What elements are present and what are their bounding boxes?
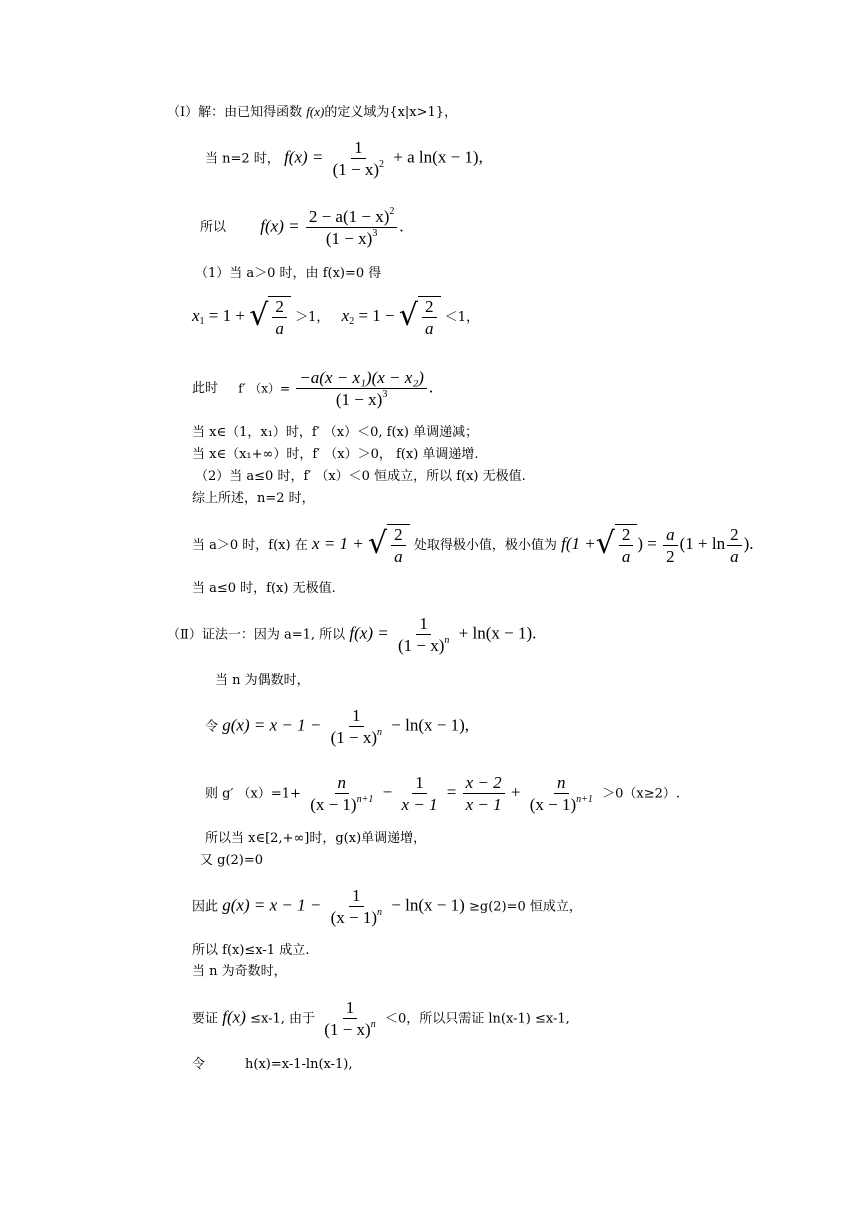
want-num: 1 <box>343 998 358 1019</box>
gp-frac1 <box>307 773 376 814</box>
fx-num: 1 <box>351 138 366 159</box>
gp-d1: (x − 1) <box>310 795 357 814</box>
want-den-exp: n <box>370 1019 376 1030</box>
x1-eq: = 1 + <box>208 305 245 325</box>
deriv-prefix: 所以 <box>200 220 227 236</box>
h-def: h(x)=x-1-ln(x-1), <box>245 1057 353 1072</box>
min-rad-den: a <box>394 547 403 566</box>
case2-line: （2）当 a≤0 时，f′ （x）＜0 恒成立，所以 f(x) 无极值. <box>195 469 526 484</box>
hence-prefix: 因此 <box>192 899 219 915</box>
x1-lhs: x <box>192 305 200 325</box>
min-f-sqrt: √ $\frac{2}{a}$ <box>596 524 638 566</box>
even-line: 当 n 为偶数时， <box>215 673 310 688</box>
so-line: 所以 f(x)≤x-1 成立. <box>192 943 310 958</box>
min-ln-num: 2 <box>727 525 742 546</box>
minimum-line <box>192 524 754 566</box>
gprime-line <box>205 773 680 814</box>
ci-den: (1 − x) <box>335 390 383 409</box>
x2-lhs: x <box>341 305 350 325</box>
min-a-den: 2 <box>666 546 675 566</box>
hence-den: (x − 1) <box>330 908 378 927</box>
incr-line: 所以当 x∈[2,+∞]时，g(x)单调递增， <box>205 831 427 846</box>
g-fraction <box>328 706 385 747</box>
gp-tail: ＞0（x≥2）. <box>602 786 681 802</box>
x1-after: ＞1， <box>295 309 330 325</box>
case1-line: （1）当 a＞0 时，由 f(x)=0 得 <box>195 266 382 281</box>
min-f-rad-num: 2 <box>619 525 634 546</box>
ci-fp: f′ （x）= <box>238 381 291 396</box>
fx-den: (1 − x) <box>332 160 380 179</box>
deriv-lhs: f(x) = <box>260 216 300 236</box>
want-prefix: 要证 <box>192 1011 219 1027</box>
gp-eq: = <box>446 782 457 802</box>
fx-fraction <box>330 138 387 179</box>
gp-d3: x − 1 <box>465 795 502 814</box>
n2-prefix: 当 n=2 时， <box>205 151 280 167</box>
g-den-exp: n <box>377 727 383 738</box>
part1-heading: （Ⅰ）解：由已知得函数 <box>167 105 303 120</box>
g2-line: 又 g(2)=0 <box>200 853 264 868</box>
x2-rad-den: a <box>425 319 434 338</box>
deriv-den: (1 − x) <box>325 229 373 248</box>
p2-f-tail: + ln(x − 1). <box>458 623 537 643</box>
gp-d1-exp: n+1 <box>356 794 374 805</box>
min-x: x = 1 + <box>311 533 364 553</box>
hence-rest: ≥g(2)=0 恒成立， <box>469 899 582 915</box>
hence-line <box>192 886 582 927</box>
h-prefix: 令 <box>192 1057 206 1072</box>
min-ln-fraction <box>727 525 742 566</box>
derivative-line <box>200 207 404 248</box>
h-def-line <box>192 1056 353 1074</box>
gp-d4: (x − 1) <box>529 795 577 814</box>
gp-plus: + <box>510 782 521 802</box>
roots-line <box>192 296 479 338</box>
min-ln: (1 + ln <box>679 533 726 553</box>
hence-lhs: g(x) = x − 1 − <box>222 895 322 915</box>
min-sqrt: √ $\frac{2}{a}$ <box>368 524 410 566</box>
fx-den-exp: 2 <box>379 159 385 170</box>
want-f: f(x) <box>222 1007 246 1027</box>
fx-equation-line <box>205 138 483 179</box>
want-den: (1 − x) <box>324 1020 371 1039</box>
p2-f-num: 1 <box>416 614 431 635</box>
gp-frac2 <box>398 773 440 814</box>
hence-den-exp: n <box>377 907 383 918</box>
min-mid: 处取得极小值，极小值为 <box>413 537 557 553</box>
x1-sub: 1 <box>199 315 205 327</box>
x2-after: ＜1， <box>444 309 480 325</box>
want-fraction <box>321 998 378 1039</box>
hence-fraction <box>328 886 385 927</box>
deriv-tail: . <box>399 216 404 236</box>
gp-frac3 <box>463 773 505 814</box>
min-a-num: a <box>663 525 678 546</box>
fprime-line <box>192 368 433 409</box>
x2-sub: 2 <box>349 315 355 327</box>
fx-tail: + a ln(x − 1), <box>393 147 483 167</box>
want-mid: ≤x-1, 由于 <box>250 1011 316 1027</box>
gp-n: n <box>335 773 350 794</box>
min-prefix: 当 a＞0 时，f(x) 在 <box>192 537 308 553</box>
gp-frac4 <box>527 773 596 814</box>
min-f-rad-den: a <box>621 547 631 566</box>
ci-tail: . <box>428 377 434 397</box>
mono2-line: 当 x∈（x₁+∞）时，f′ （x）＞0， f(x) 单调递增. <box>192 447 479 462</box>
deriv-fraction <box>306 207 398 248</box>
x1-sqrt: √ $\frac{2}{a}$ <box>249 296 291 338</box>
gp-d2: x − 1 <box>401 795 438 814</box>
gp-minus: − <box>382 782 393 802</box>
g-prefix: 令 <box>205 719 219 735</box>
nomin-line: 当 a≤0 时，f(x) 无极值. <box>192 581 336 596</box>
part1-heading-func: f(x) <box>306 104 325 119</box>
part1-heading-rest: 的定义域为{x|x>1}， <box>324 105 458 120</box>
part2-heading: （Ⅱ）证法一：因为 a=1, 所以 <box>167 627 346 643</box>
hence-num: 1 <box>349 886 364 907</box>
ci-prefix: 此时 <box>192 381 219 397</box>
x1-rad-den: a <box>275 319 284 338</box>
gp-d4-exp: n+1 <box>576 794 593 805</box>
mono1-line: 当 x∈（1，x₁）时，f′ （x）＜0, f(x) 单调递减； <box>192 425 479 440</box>
gp-n3: n <box>554 773 569 794</box>
min-a-fraction <box>663 525 678 566</box>
min-ln-den: a <box>730 546 739 566</box>
g-num: 1 <box>349 706 364 727</box>
summary-line: 综上所述，n=2 时， <box>192 491 315 506</box>
part2-heading-line <box>167 614 536 655</box>
deriv-num: 2 − a(1 − x) <box>308 207 390 226</box>
ci-den-exp: 3 <box>382 389 388 400</box>
gp-prefix: 则 g′ （x）=1+ <box>205 786 301 802</box>
deriv-num-exp: 2 <box>389 206 395 217</box>
p2-f-den-exp: n <box>444 635 450 646</box>
min-end: ). <box>743 533 754 553</box>
g-lhs: g(x) = x − 1 − <box>222 715 322 735</box>
gp-one: 1 <box>412 773 427 794</box>
want-line <box>192 998 570 1039</box>
odd-line: 当 n 为奇数时， <box>192 964 287 979</box>
min-f: f(1 + <box>561 533 596 553</box>
p2-f-fraction <box>395 614 452 655</box>
deriv-den-exp: 3 <box>372 228 378 239</box>
ci-fraction <box>296 368 427 409</box>
gp-n2: x − 2 <box>463 773 505 794</box>
want-tail: ＜0，所以只需证 ln(x-1) ≤x-1, <box>384 1011 570 1027</box>
g-den: (1 − x) <box>330 728 378 747</box>
min-f-close: ) = <box>637 533 657 553</box>
g-tail: − ln(x − 1), <box>391 715 469 735</box>
part1-heading-line <box>167 103 457 122</box>
x2-rad-num: 2 <box>422 297 437 318</box>
fx-lhs: f(x) = <box>284 147 324 167</box>
p2-f-lhs: f(x) = <box>349 623 389 643</box>
p2-f-den: (1 − x) <box>397 636 445 655</box>
x1-rad-num: 2 <box>272 297 287 318</box>
g-def-line <box>205 706 469 747</box>
x2-sqrt: √ $\frac{2}{a}$ <box>399 296 441 338</box>
x2-eq: = 1 − <box>358 305 395 325</box>
ci-num: −a(x − x₁)(x − x₂) <box>296 368 427 389</box>
min-rad-num: 2 <box>391 525 406 546</box>
hence-tail: − ln(x − 1) <box>391 895 465 915</box>
